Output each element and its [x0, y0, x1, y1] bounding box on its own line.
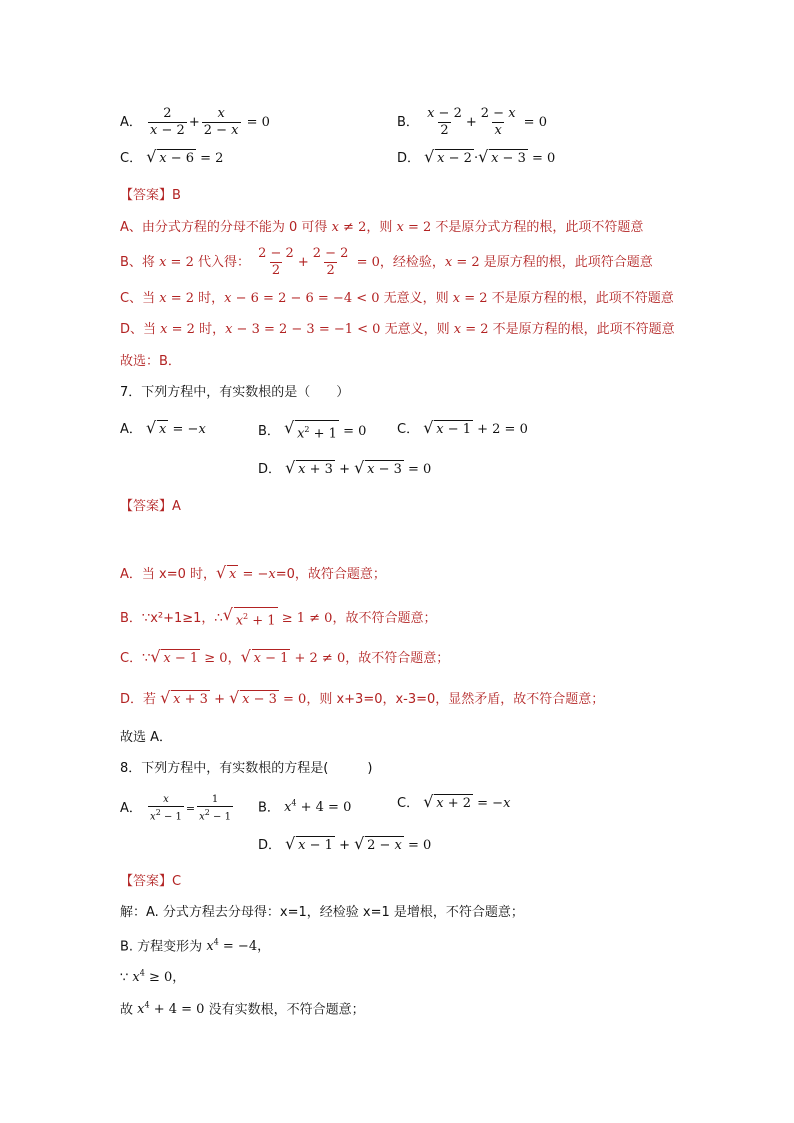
text: 不是原分式方程的根，此项不符题意 [431, 220, 644, 235]
q7-option-c: C． √ x − 1 + 2 = 0 [397, 420, 528, 440]
sqrt: √ x − 2 [424, 149, 474, 168]
q7-explain-b: B．∵x²+1≥1，∴√ $x^2 + 1 \ge 1 \ne 0$，故不符合题意； [120, 607, 436, 630]
q7-option-b: B． √ $x^2 + 1 = 0$ [258, 420, 366, 443]
text: C、当 [120, 291, 160, 306]
option-label: B． [258, 424, 280, 440]
answer-tag: 【答案】 [120, 188, 173, 203]
text: 故 [120, 1002, 138, 1018]
option-label: C． [397, 422, 420, 437]
sqrt: √ x − 1 [423, 420, 473, 439]
text: 时， [194, 291, 225, 306]
text: B、将 [120, 255, 160, 270]
text: A．当 x=0 时， [120, 567, 217, 582]
q6-explain-c: C、当 x = 2 时，x − 6 = 2 − 6 = −4 < 0 无意义，则 x = 2 不是原方程的根，此项不符题意 [120, 291, 674, 306]
option-label: D． [258, 462, 282, 477]
text: 时， [194, 322, 226, 337]
sqrt: √ 2 − x [354, 836, 404, 855]
sqrt: √ x − 1 [285, 836, 335, 855]
answer-value: A [172, 499, 181, 514]
fraction: $\frac{x}{x^2 - 1}$ [150, 794, 182, 823]
q8-option-d: D． √ x − 1 + √ 2 − x = 0 [258, 836, 431, 856]
text: ，经检验， [379, 255, 445, 270]
q7-conclusion: 故选 A． [120, 730, 173, 745]
equation-rhs: = 0 [523, 115, 547, 130]
sqrt: √ x − 3 [478, 149, 528, 168]
fraction: $\frac{x}{2 - x}$ [203, 106, 239, 138]
q6-explain-d: D、当 x = 2 时，x − 3 = 2 − 3 = −1 < 0 无意义，则 x = 2 不是原方程的根，此项不符题意 [120, 322, 675, 337]
answer-value: C [172, 874, 182, 889]
q6-explain-a: A、由分式方程的分母不能为 0 可得 x ≠ 2，则 x = 2 不是原分式方程的根，此项不符题意 [120, 220, 644, 235]
sqrt: √ x − 1 [150, 649, 200, 668]
fraction: $\frac{x - 2}{2}$ [427, 106, 462, 138]
q7-explain-c: C．∵√ x − 1 ≥ 0，√ x − 1 + 2 ≠ 0，故不符合题意； [120, 649, 449, 669]
sqrt: √ $x^2 + 1$ [284, 420, 339, 443]
sqrt: √ $x^2 + 1$ [223, 607, 278, 630]
q7-option-d: D． √ x + 3 + √ x − 3 = 0 [258, 460, 431, 480]
equation-rhs: = 0 [532, 151, 556, 166]
sqrt: √ x + 2 [423, 794, 473, 813]
option-label: A． [120, 801, 142, 817]
q8-explain-2: B. 方程变形为 $x^4 = -4$， [120, 938, 271, 955]
fraction: $\frac{2}{x - 2}$ [150, 106, 185, 138]
q7-stem: 7．下列方程中，有实数根的是（ ） [120, 385, 350, 400]
option-label: A． [120, 115, 142, 130]
q7-explain-a: A．当 x=0 时，√ x = −x=0，故符合题意； [120, 565, 386, 585]
text: ，则 [366, 220, 397, 235]
text: ，故不符合题意； [332, 611, 437, 627]
q7-explain-d: D．若 √ x + 3 + √ x − 3 = 0，则 x+3=0，x-3=0，显然矛盾，故不符合题意； [120, 690, 604, 710]
text: 代入得： [193, 255, 250, 270]
text: D．若 [120, 692, 161, 707]
text: ∵ [120, 970, 133, 986]
option-label: B． [397, 115, 419, 130]
fraction: $\frac{2 - 2}{2}$ [258, 246, 294, 278]
sqrt: √ x − 1 [241, 649, 291, 668]
equation-rhs: = 0 [246, 115, 270, 130]
q7-answer [120, 497, 181, 517]
option-label: D． [397, 151, 421, 166]
q8-stem: 8．下列方程中，有实数根的方程是( ) [120, 761, 373, 776]
fraction: $\frac{2 - 2}{2}$ [312, 246, 349, 278]
option-label: D． [258, 838, 282, 853]
fraction: $\frac{2 - x}{x}$ [480, 106, 516, 138]
text: B．∵x²+1≥1，∴ [120, 611, 223, 627]
q8-explain-3: ∵ $x^4 \ge 0$， [120, 969, 186, 986]
q6-option-a: A． $\frac{2}{x - 2}$ + $\frac{x}{2 - x}$ = 0 [120, 106, 270, 138]
option-label: C． [120, 151, 143, 166]
sqrt: √ x − 3 [354, 460, 404, 479]
text: ，故不符合题意； [345, 651, 450, 666]
q6-conclusion: 故选：B． [120, 354, 181, 369]
q6-answer [120, 186, 181, 206]
text: 无意义，则 [380, 322, 454, 337]
q6-option-d: D． √ x − 2 ·√ x − 3 = 0 [397, 149, 555, 169]
option-label: A． [120, 422, 142, 437]
sqrt: √ x + 3 [285, 460, 335, 479]
text: 不是原方程的根，此项不符题意 [488, 322, 675, 337]
q6-option-c [120, 149, 223, 169]
text: D、当 [120, 322, 161, 337]
sqrt: √ x − 3 [229, 690, 279, 709]
answer-value: B [172, 188, 181, 203]
equation-rhs: = 2 [200, 151, 224, 166]
text: ，则 x+3=0，x-3=0，显然矛盾，故不符合题意； [306, 692, 605, 707]
text: ， [227, 651, 241, 666]
q8-option-a: A． $\frac{x}{x^2 - 1}$ = $\frac{1}{x^2 - 1}$ [120, 794, 231, 823]
q8-answer [120, 872, 181, 892]
answer-tag: 【答案】 [120, 499, 173, 514]
text: A、由分式方程的分母不能为 0 可得 [120, 220, 332, 235]
answer-tag: 【答案】 [120, 874, 173, 889]
q8-option-b: B． $x^4 + 4 = 0$ [258, 799, 352, 816]
sqrt: √ x [146, 420, 168, 439]
sqrt: √ x − 6 [146, 149, 196, 168]
text: =0，故符合题意； [275, 567, 386, 582]
sqrt: √ x + 3 [160, 690, 210, 709]
q8-explain-1: 解：A. 分式方程去分母得：x=1，经检验 x=1 是增根，不符合题意； [120, 905, 524, 920]
option-label: B． [258, 800, 280, 816]
q7-option-a: A． √ x = −x [120, 420, 206, 440]
text: 无意义，则 [379, 291, 453, 306]
q6-explain-b: B、将 x = 2 代入得： $\frac{2 - 2}{2}$ + $\frac{2 - 2}{2}$ = 0，经检验，x = 2 是原方程的根，此项符合题意 [120, 246, 653, 278]
fraction: $\frac{1}{x^2 - 1}$ [199, 794, 231, 823]
text: 不是原方程的根，此项不符题意 [487, 291, 674, 306]
q8-option-c: C． √ x + 2 = −x [397, 794, 510, 814]
text: B. 方程变形为 [120, 939, 207, 955]
text: C．∵ [120, 651, 151, 666]
text: 没有实数根，不符合题意； [204, 1002, 365, 1018]
sqrt: √ x [216, 565, 238, 584]
q8-explain-4: 故 $x^4 + 4 = 0$ 没有实数根，不符合题意； [120, 1001, 365, 1018]
q6-option-b: B． $\frac{x - 2}{2}$ + $\frac{2 - x}{x}$ = 0 [397, 106, 547, 138]
option-label: C． [397, 796, 420, 811]
text: 是原方程的根，此项符合题意 [479, 255, 653, 270]
